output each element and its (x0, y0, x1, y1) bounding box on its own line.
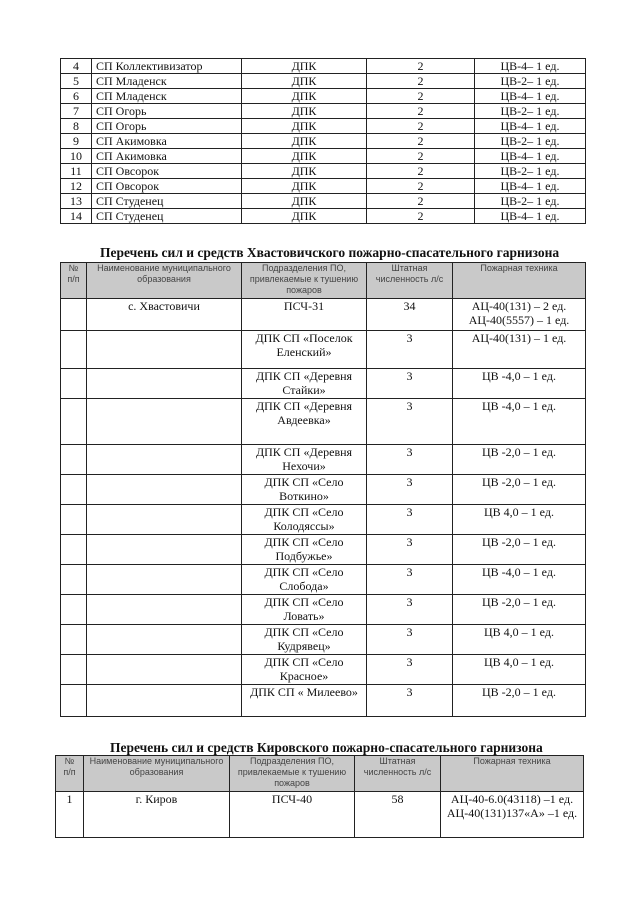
table-row (61, 89, 586, 104)
cell-equip: ЦВ 4,0 – 1 ед. (453, 655, 586, 685)
cell-name: СП Акимовка (92, 149, 242, 164)
cell-name: СП Коллективизатор (92, 59, 242, 74)
table-khvastovichi (60, 262, 586, 717)
cell-name: СП Овсорок (92, 164, 242, 179)
header-equip: Пожарная техника (441, 756, 584, 792)
cell-unit: ДПК СП «Село Воткино» (242, 475, 367, 505)
cell-name (87, 685, 242, 717)
cell-name (87, 505, 242, 535)
cell-staff: 3 (367, 399, 453, 445)
cell-equip: ЦВ -2,0 – 1 ед. (453, 445, 586, 475)
cell-equip: ЦВ -2,0 – 1 ед. (453, 475, 586, 505)
cell-staff: 2 (367, 194, 475, 209)
cell-name (87, 595, 242, 625)
cell-num (61, 505, 87, 535)
table-row (61, 535, 586, 565)
cell-num: 13 (61, 194, 92, 209)
table-row (61, 685, 586, 717)
cell-name (87, 655, 242, 685)
cell-staff: 3 (367, 445, 453, 475)
cell-unit: ПСЧ-31 (242, 299, 367, 331)
table-row (61, 164, 586, 179)
cell-staff: 2 (367, 74, 475, 89)
cell-unit: ДПК (242, 164, 367, 179)
cell-staff: 58 (355, 792, 441, 838)
table-row (61, 445, 586, 475)
cell-name: СП Овсорок (92, 179, 242, 194)
cell-staff: 2 (367, 209, 475, 224)
header-unit: Подразделения ПО, привлекаемые к тушению пожаров (242, 263, 367, 299)
cell-num: 9 (61, 134, 92, 149)
cell-num (61, 535, 87, 565)
cell-equip: ЦВ-4– 1 ед. (475, 209, 586, 224)
cell-staff: 2 (367, 149, 475, 164)
table-row (61, 299, 586, 331)
cell-staff: 3 (367, 369, 453, 399)
cell-staff: 3 (367, 655, 453, 685)
header-staff: Штатная численность л/с (367, 263, 453, 299)
cell-staff: 2 (367, 119, 475, 134)
cell-num (61, 369, 87, 399)
table-row (61, 595, 586, 625)
cell-name (87, 445, 242, 475)
cell-equip: ЦВ-2– 1 ед. (475, 164, 586, 179)
cell-staff: 3 (367, 475, 453, 505)
table-row (61, 119, 586, 134)
cell-staff: 2 (367, 59, 475, 74)
cell-staff: 3 (367, 565, 453, 595)
cell-name (87, 369, 242, 399)
cell-name (87, 399, 242, 445)
table-row (61, 209, 586, 224)
cell-unit: ДПК (242, 89, 367, 104)
table-kirov (55, 755, 584, 838)
cell-staff: 3 (367, 331, 453, 369)
cell-equip: ЦВ-4– 1 ед. (475, 119, 586, 134)
cell-unit: ДПК СП «Село Красное» (242, 655, 367, 685)
cell-num: 10 (61, 149, 92, 164)
table-row (61, 59, 586, 74)
cell-unit: ДПК СП «Деревня Авдеевка» (242, 399, 367, 445)
table-row (61, 134, 586, 149)
cell-equip: ЦВ-4– 1 ед. (475, 89, 586, 104)
cell-name (87, 565, 242, 595)
cell-staff: 34 (367, 299, 453, 331)
cell-name: СП Младенск (92, 89, 242, 104)
cell-unit: ДПК (242, 104, 367, 119)
header-staff: Штатная численность л/с (355, 756, 441, 792)
table-row (61, 149, 586, 164)
cell-num: 14 (61, 209, 92, 224)
table-row (61, 625, 586, 655)
cell-unit: ДПК (242, 194, 367, 209)
cell-name (87, 331, 242, 369)
header-name: Наименование муниципального образования (87, 263, 242, 299)
cell-staff: 2 (367, 104, 475, 119)
header-name: Наименование муниципального образования (84, 756, 230, 792)
cell-equip: ЦВ -4,0 – 1 ед. (453, 399, 586, 445)
cell-equip: АЦ-40(131) – 2 ед. АЦ-40(5557) – 1 ед. (453, 299, 586, 331)
cell-unit: ПСЧ-40 (230, 792, 355, 838)
cell-unit: ДПК СП «Село Подбужье» (242, 535, 367, 565)
table-row (61, 399, 586, 445)
header-num: № п/п (56, 756, 84, 792)
cell-equip: ЦВ -2,0 – 1 ед. (453, 535, 586, 565)
cell-name: СП Огорь (92, 104, 242, 119)
header-num: № п/п (61, 263, 87, 299)
table-row (61, 655, 586, 685)
cell-num (61, 331, 87, 369)
cell-staff: 3 (367, 505, 453, 535)
cell-equip: ЦВ -2,0 – 1 ед. (453, 685, 586, 717)
cell-equip: ЦВ-2– 1 ед. (475, 134, 586, 149)
cell-num: 12 (61, 179, 92, 194)
table-row (61, 505, 586, 535)
cell-unit: ДПК СП «Село Колодяссы» (242, 505, 367, 535)
cell-name (87, 475, 242, 505)
cell-name: СП Акимовка (92, 134, 242, 149)
cell-staff: 3 (367, 535, 453, 565)
cell-equip: ЦВ -2,0 – 1 ед. (453, 595, 586, 625)
cell-num: 8 (61, 119, 92, 134)
cell-staff: 2 (367, 134, 475, 149)
header-unit: Подразделения ПО, привлекаемые к тушению пожаров (230, 756, 355, 792)
cell-name: СП Студенец (92, 209, 242, 224)
cell-equip: ЦВ-2– 1 ед. (475, 74, 586, 89)
table-row (61, 179, 586, 194)
cell-equip: ЦВ 4,0 – 1 ед. (453, 625, 586, 655)
cell-num: 4 (61, 59, 92, 74)
table-row (61, 74, 586, 89)
cell-unit: ДПК СП «Село Кудрявец» (242, 625, 367, 655)
cell-staff: 3 (367, 595, 453, 625)
cell-unit: ДПК СП «Село Ловать» (242, 595, 367, 625)
cell-unit: ДПК СП «Поселок Еленский» (242, 331, 367, 369)
table-row (61, 475, 586, 505)
cell-staff: 2 (367, 179, 475, 194)
cell-equip: ЦВ -4,0 – 1 ед. (453, 565, 586, 595)
cell-num (61, 595, 87, 625)
cell-unit: ДПК СП «Деревня Стайки» (242, 369, 367, 399)
table-row (61, 565, 586, 595)
cell-unit: ДПК СП «Село Слобода» (242, 565, 367, 595)
cell-unit: ДПК СП « Милеево» (242, 685, 367, 717)
cell-name: СП Студенец (92, 194, 242, 209)
cell-equip: ЦВ-2– 1 ед. (475, 194, 586, 209)
cell-staff: 2 (367, 89, 475, 104)
cell-unit: ДПК (242, 59, 367, 74)
cell-num: 6 (61, 89, 92, 104)
table-row (56, 792, 584, 838)
header-equip: Пожарная техника (453, 263, 586, 299)
cell-equip: АЦ-40-6.0(43118) –1 ед. АЦ-40(131)137«А» –1 ед. (441, 792, 584, 838)
table-continuation (60, 58, 586, 224)
cell-equip: ЦВ-4– 1 ед. (475, 179, 586, 194)
cell-staff: 3 (367, 625, 453, 655)
cell-unit: ДПК СП «Деревня Нехочи» (242, 445, 367, 475)
cell-name: СП Огорь (92, 119, 242, 134)
cell-staff: 2 (367, 164, 475, 179)
cell-unit: ДПК (242, 149, 367, 164)
cell-num (61, 445, 87, 475)
table-row (61, 194, 586, 209)
cell-num (61, 299, 87, 331)
cell-equip: ЦВ 4,0 – 1 ед. (453, 505, 586, 535)
cell-num (61, 685, 87, 717)
cell-equip: ЦВ-4– 1 ед. (475, 59, 586, 74)
cell-unit: ДПК (242, 209, 367, 224)
table-row (61, 331, 586, 369)
cell-num: 7 (61, 104, 92, 119)
cell-num: 1 (56, 792, 84, 838)
cell-equip: ЦВ -4,0 – 1 ед. (453, 369, 586, 399)
cell-name (87, 625, 242, 655)
cell-num: 5 (61, 74, 92, 89)
cell-num (61, 475, 87, 505)
cell-unit: ДПК (242, 179, 367, 194)
cell-unit: ДПК (242, 74, 367, 89)
cell-unit: ДПК (242, 119, 367, 134)
cell-equip: АЦ-40(131) – 1 ед. (453, 331, 586, 369)
cell-num (61, 625, 87, 655)
cell-num (61, 655, 87, 685)
cell-name (87, 535, 242, 565)
cell-staff: 3 (367, 685, 453, 717)
cell-equip: ЦВ-4– 1 ед. (475, 149, 586, 164)
cell-num: 11 (61, 164, 92, 179)
table-row (61, 369, 586, 399)
cell-num (61, 565, 87, 595)
cell-name: с. Хвастовичи (87, 299, 242, 331)
table-row (61, 104, 586, 119)
cell-name: г. Киров (84, 792, 230, 838)
section-title-khvastovichi: Перечень сил и средств Хвастовичского пожарно-спасательного гарнизона (100, 245, 560, 260)
table-header-row (61, 263, 586, 299)
cell-unit: ДПК (242, 134, 367, 149)
cell-equip: ЦВ-2– 1 ед. (475, 104, 586, 119)
table-header-row (56, 756, 584, 792)
cell-name: СП Младенск (92, 74, 242, 89)
cell-num (61, 399, 87, 445)
section-title-kirov: Перечень сил и средств Кировского пожарно-спасательного гарнизона (110, 740, 543, 755)
